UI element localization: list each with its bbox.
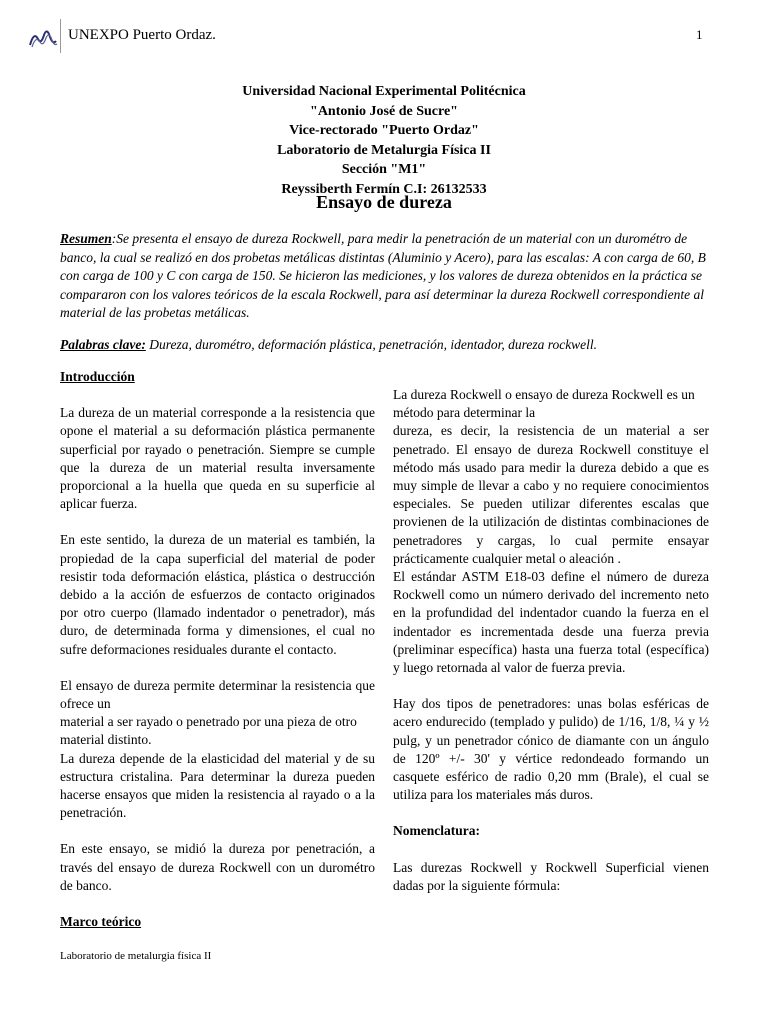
theory-paragraph-1a: La dureza Rockwell o ensayo de dureza Rockwell es un método para determinar la [393, 387, 695, 421]
title-line-vice-rectorate: Vice-rectorado "Puerto Ordaz" [289, 123, 479, 138]
abstract-label: Resumen [60, 231, 112, 246]
header-divider [60, 19, 61, 53]
title-line-name: "Antonio José de Sucre" [310, 103, 458, 119]
intro-paragraph-1: La dureza de un material corresponde a la resistencia que opone el material a su deformación plástica permanente superficial por rayado o penetración. Siempre se cumple que la dureza de un material resulta inversamente proporcional a la huella que queda en su superficie al aplicar fuerza. [60, 405, 375, 512]
intro-paragraph-3a: El ensayo de dureza permite determinar la resistencia que ofrece un [60, 677, 375, 712]
intro-paragraph-3c: La dureza depende de la elasticidad del material y de su estructura cristalina. Para determinar la dureza pueden hacerse ensayos que miden la resistencia al rayado o a la penetración. [60, 750, 375, 821]
marco-teorico-heading: Marco teórico [60, 914, 142, 930]
title-block [0, 82, 768, 199]
header-institution: UNEXPO Puerto Ordaz. [68, 27, 216, 43]
abstract [60, 230, 709, 323]
document-title: Ensayo de dureza [316, 192, 452, 212]
theory-paragraph-4: Las durezas Rockwell y Rockwell Superficial vienen dadas por la siguiente fórmula: [393, 859, 709, 893]
left-column [60, 368, 375, 931]
theory-paragraph-1b: dureza, es decir, la resistencia de un material a ser penetrado. El ensayo de dureza Rockwell constituye el método más usado para medir la dureza debido a que es muy simple de llevar a cabo y no requiere conocimientos especiales. Se pueden utilizar diferentes escalas que provienen de la utilización de distintas combinaciones de penetradores y cargas, lo cual permite ensayar prácticamente cualquier metal o aleación . [393, 423, 709, 566]
unexpo-logo-icon [28, 27, 58, 49]
keywords-label: Palabras clave: [60, 337, 146, 352]
right-column [393, 386, 709, 895]
title-line-laboratory: Laboratorio de Metalurgia Física II [277, 142, 491, 158]
page-number: 1 [696, 27, 703, 42]
title-line-author: Reyssiberth Fermín C.I: 26132533 [281, 181, 487, 197]
title-line-university: Universidad Nacional Experimental Politécnica [242, 84, 526, 99]
intro-paragraph-4: En este ensayo, se midió la dureza por penetración, a través del ensayo de dureza Rockwell con un durométro de banco. [60, 841, 375, 893]
intro-paragraph-3b: material a ser rayado o penetrado por una pieza de otro material distinto. [60, 714, 357, 748]
theory-paragraph-3: Hay dos tipos de penetradores: unas bolas esféricas de acero endurecido (templado y pulido) de 1/16, 1/8, ¼ y ½ pulg, y un penetrador cónico de diamante con un ángulo de 120º +/- 30' y vértice redondeado formando un casquete esférico de radio 0,20 mm (Brale), el cual se utiliza para los materiales más duros. [393, 696, 709, 803]
nomenclature-heading: Nomenclatura: [393, 823, 480, 839]
title-line-section: Sección "M1" [341, 162, 427, 177]
intro-paragraph-2: En este sentido, la dureza de un material es también, la propiedad de la capa superficial del material de poder resistir toda deformación elástica, plástica o destrucción debido a la acción de esfuerzos de contacto originados por otro cuerpo (llamado indentador o penetrador), más duro, de determinada forma y dimensiones, el cual no sufre deformaciones residuales durante el contacto. [60, 532, 375, 657]
introduction-heading: Introducción [60, 369, 135, 384]
keywords [60, 336, 709, 355]
theory-paragraph-2: El estándar ASTM E18-03 define el número de dureza Rockwell como un número derivado del incremento neto en la profundidad del indentador cuando la fuerza en el indentador es incrementada desde una fuerza previa (preliminar específica) hasta una fuerza total (específica) y luego retornada al valor de fuerza previa. [393, 569, 709, 676]
keywords-text: Dureza, durométro, deformación plástica, penetración, identador, dureza rockwell. [145, 337, 598, 352]
abstract-text: :Se presenta el ensayo de dureza Rockwell, para medir la penetración de un material con un durométro de banco, la cual se realizó en dos probetas metálicas distintas (Aluminio y Acero), para las escalas: A con carga de 60, B con carga de 100 y C con carga de 150. Se hicieron las mediciones, y los valores de dureza obtenidos en la práctica se compararon con los valores teóricos de la escala Rockwell, para así determinar la dureza Rockwell correspondiente al material de las probetas metálicas. [60, 231, 706, 320]
page-footer: Laboratorio de metalurgia física II [60, 950, 212, 962]
